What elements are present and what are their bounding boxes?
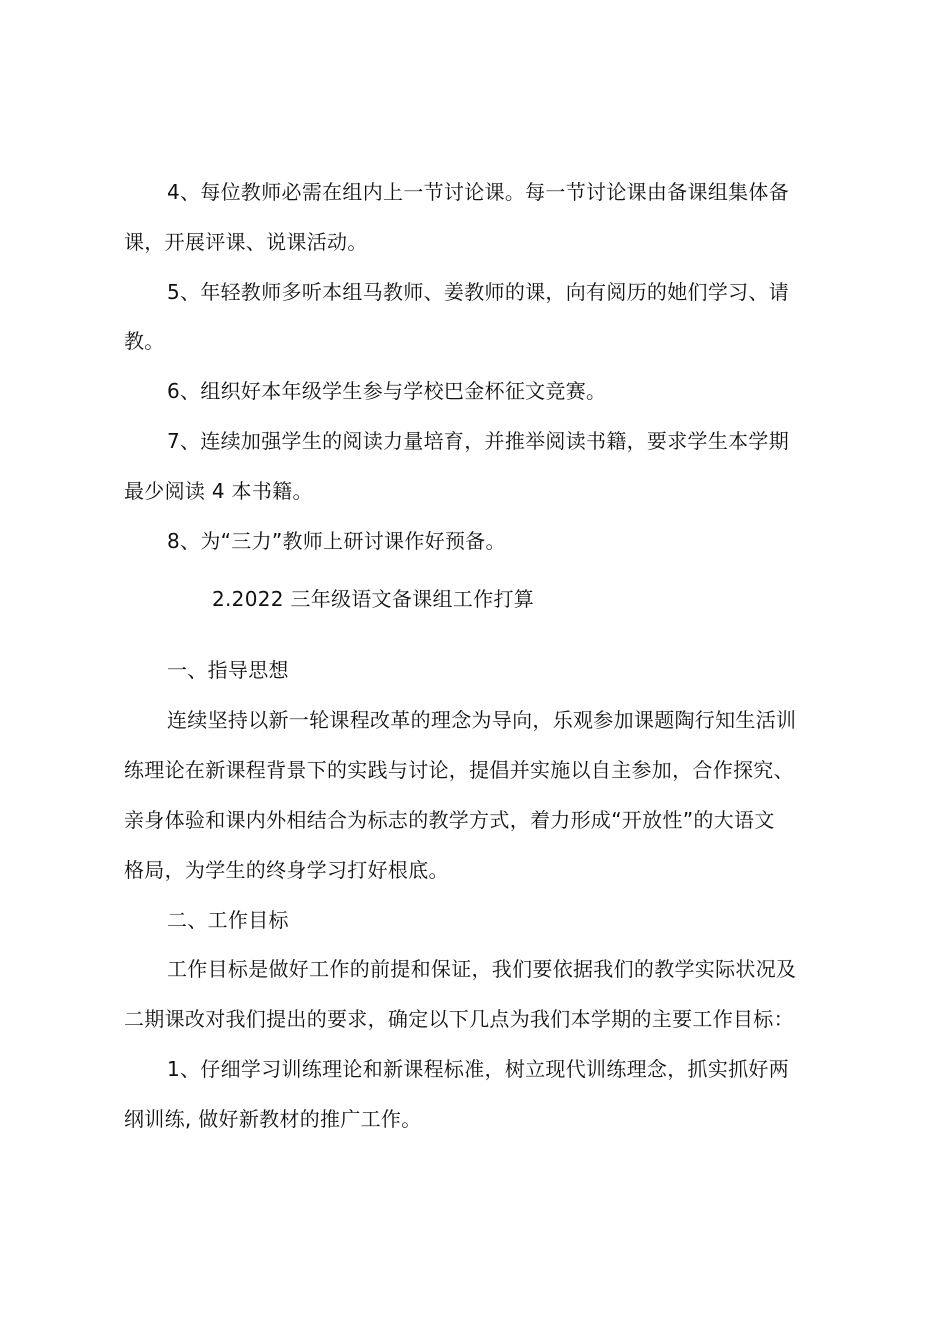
para1-line3: 亲身体验和课内外相结合为标志的教学方式，着力形成“开放性”的大语文 [124,808,775,832]
section-title: 2.2022 三年级语文备课组工作打算 [212,587,535,611]
para2-line2: 二期课改对我们提出的要求，确定以下几点为我们本学期的主要工作目标： [124,1007,794,1031]
item6: 6、组织好本年级学生参与学校巴金杯征文竞赛。 [167,379,607,403]
heading-work-goals: 二、工作目标 [167,908,289,932]
item8: 8、为“三力”教师上研讨课作好预备。 [167,529,506,553]
para2-line1: 工作目标是做好工作的前提和保证，我们要依据我们的教学实际状况及 [167,957,797,981]
item5-line1: 5、年轻教师多听本组马教师、姜教师的课，向有阅历的她们学习、请 [167,280,790,304]
goal1-line2: 纲训练, 做好新教材的推广工作。 [124,1107,422,1131]
goal1-line1: 1、仔细学习训练理论和新课程标准，树立现代训练理念，抓实抓好两 [167,1057,790,1081]
item7-line1: 7、连续加强学生的阅读力量培育，并推举阅读书籍，要求学生本学期 [167,429,790,453]
para1-line4: 格局，为学生的终身学习打好根底。 [124,858,449,882]
para1-line2: 练理论在新课程背景下的实践与讨论，提倡并实施以自主参加，合作探究、 [124,758,794,782]
item4-line1: 4、每位教师必需在组内上一节讨论课。每一节讨论课由备课组集体备 [167,180,790,204]
item4-line2: 课，开展评课、说课活动。 [124,230,368,254]
para1-line1: 连续坚持以新一轮课程改革的理念为导向，乐观参加课题陶行知生活训 [167,708,797,732]
heading-guiding-thought: 一、指导思想 [167,658,289,682]
item5-line2: 教。 [124,329,165,353]
item7-line2: 最少阅读 4 本书籍。 [124,479,313,503]
